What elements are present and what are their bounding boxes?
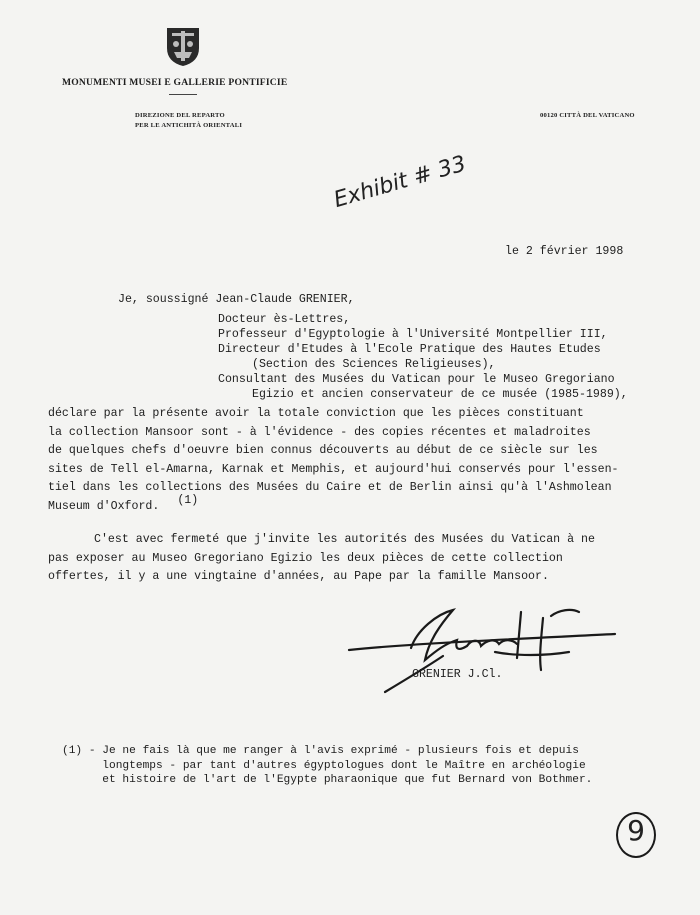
signature-name: GRENIER J.Cl. <box>412 668 503 681</box>
footnote-line: et histoire de l'art de l'Egypte pharaonique que fut Bernard von Bothmer. <box>62 774 593 786</box>
title-line: (Section des Sciences Religieuses), <box>252 358 496 371</box>
address: 00120 CITTÀ DEL VATICANO <box>540 112 635 119</box>
institution-name: MONUMENTI MUSEI E GALLERIE PONTIFICIE <box>62 77 288 88</box>
paragraph-line: C'est avec fermeté que j'invite les autorités des Musées du Vatican à ne <box>94 533 595 546</box>
papal-coat-of-arms-icon <box>163 24 203 68</box>
paragraph-1 <box>48 405 619 516</box>
paragraph-line: offertes, il y a une vingtaine d'années, au Pape par la famille Mansoor. <box>48 570 549 583</box>
paragraph-line: de quelques chefs d'oeuvre bien connus découverts au début de ce siècle sur les <box>48 444 598 457</box>
footnote-mark: (1) <box>177 493 199 507</box>
paragraph-line-end: Museum d'Oxford. <box>48 499 160 513</box>
department-line-1: DIREZIONE DEL REPARTO <box>135 112 225 119</box>
paragraph-line: tiel dans les collections des Musées du Caire et de Berlin ainsi qu'à l'Ashmolean <box>48 481 612 494</box>
exhibit-note: Exhibit # 33 <box>331 151 469 213</box>
title-line: Egizio et ancien conservateur de ce musée (1985-1989), <box>252 388 628 401</box>
paragraph-line <box>48 493 619 517</box>
title-line: Consultant des Musées du Vatican pour le Museo Gregoriano <box>218 373 615 386</box>
paragraph-2 <box>48 531 595 587</box>
footnote-line: (1) - Je ne fais là que me ranger à l'avis exprimé - plusieurs fois et depuis <box>62 745 579 757</box>
footnote-line: longtemps - par tant d'autres égyptologues dont le Maître en archéologie <box>62 759 586 772</box>
letter-date: le 2 février 1998 <box>505 245 624 258</box>
paragraph-line: déclare par la présente avoir la totale conviction que les pièces constituant <box>48 407 584 420</box>
paragraph-line: pas exposer au Museo Gregoriano Egizio les deux pièces de cette collection <box>48 551 563 565</box>
paragraph-line: sites de Tell el-Amarna, Karnak et Memphis, et aujourd'hui conservés pour l'essen- <box>48 462 619 476</box>
page-number: 9 <box>627 814 645 847</box>
opening-line: Je, soussigné Jean-Claude GRENIER, <box>118 293 355 306</box>
title-line: Docteur ès-Lettres, <box>218 313 351 326</box>
footnote <box>62 744 592 788</box>
department-line-2: PER LE ANTICHITÀ ORIENTALI <box>135 122 243 129</box>
titles-block <box>218 312 628 402</box>
title-line: Directeur d'Etudes à l'Ecole Pratique des Hautes Etudes <box>218 343 601 356</box>
paragraph-line: la collection Mansoor sont - à l'évidence - des copies récentes et maladroites <box>48 425 591 439</box>
letterhead-rule <box>169 94 197 95</box>
title-line: Professeur d'Egyptologie à l'Université Montpellier III, <box>218 328 608 341</box>
